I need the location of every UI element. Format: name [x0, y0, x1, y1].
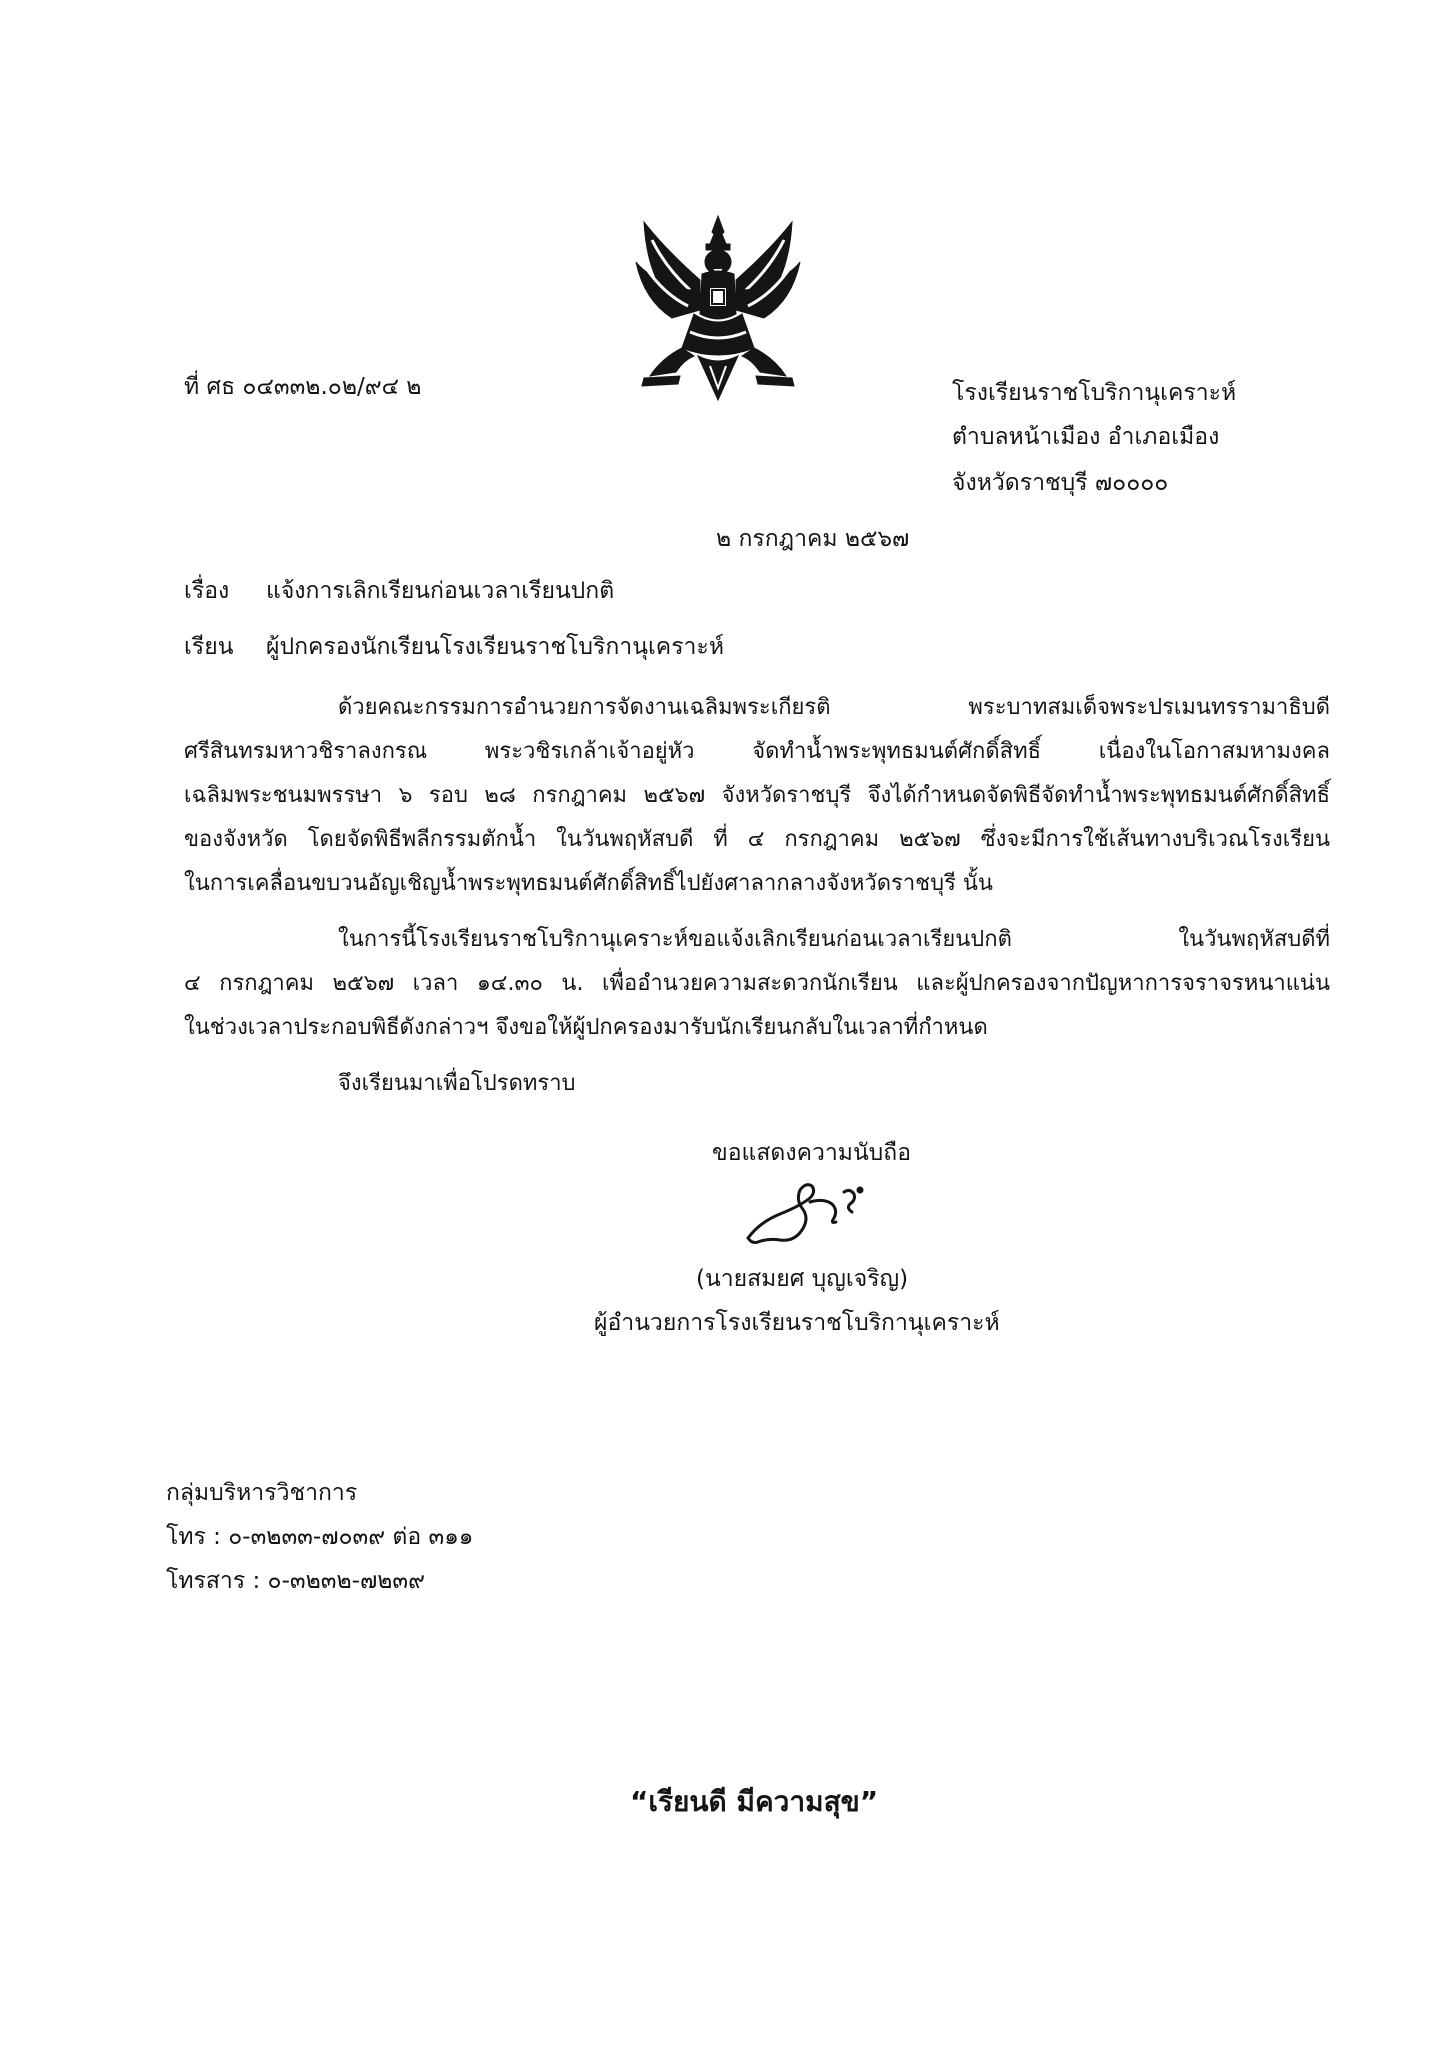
telephone-number: โทร : ๐-๓๒๓๓-๗๐๓๙ ต่อ ๓๑๑: [166, 1524, 474, 1550]
document-date: ๒ กรกฎาคม ๒๕๖๗: [716, 526, 910, 552]
department-name: กลุ่มบริหารวิชาการ: [166, 1480, 358, 1506]
body-paragraph-1: [184, 686, 1330, 906]
fax-number: โทรสาร : ๐-๓๒๓๒-๗๒๓๙: [166, 1568, 425, 1594]
body-line: ในการเคลื่อนขบวนอัญเชิญน้ำพระพุทธมนต์ศักดิ์สิทธิ์ไปยังศาลากลางจังหวัดราชบุรี นั้น: [184, 871, 993, 896]
signature-icon: [740, 1178, 880, 1250]
subject-text: แจ้งการเลิกเรียนก่อนเวลาเรียนปกติ: [266, 578, 615, 604]
closing-salutation: ขอแสดงความนับถือ: [712, 1140, 912, 1166]
body-line: ในช่วงเวลาประกอบพิธีดังกล่าวฯ จึงขอให้ผู้ปกครองมารับนักเรียนกลับในเวลาที่กำหนด: [184, 1015, 988, 1040]
garuda-emblem-icon: [632, 210, 804, 406]
body-paragraph-3: [184, 1062, 1330, 1106]
body-line: ในการนี้โรงเรียนราชโบริกานุเคราะห์ขอแจ้งเลิกเรียนก่อนเวลาเรียนปกติ ในวันพฤหัสบดีที่: [338, 927, 1330, 952]
signer-title: ผู้อำนวยการโรงเรียนราชโบริกานุเคราะห์: [594, 1310, 1000, 1336]
sender-address-line-3: จังหวัดราชบุรี ๗๐๐๐๐: [952, 470, 1169, 496]
signer-name: (นายสมยศ บุญเจริญ): [696, 1266, 909, 1292]
document-reference-number: ที่ ศธ ๐๔๓๓๒.๐๒/๙๔ ๒: [184, 374, 422, 400]
body-line: ของจังหวัด โดยจัดพิธีพลีกรรมตักน้ำ ในวันพฤหัสบดี ที่ ๔ กรกฎาคม ๒๕๖๗ ซึ่งจะมีการใช้เส้นทางบริเวณโรงเรียน: [184, 827, 1330, 852]
sender-address-line-2: ตำบลหน้าเมือง อำเภอเมือง: [952, 424, 1220, 450]
addressee-label: เรียน: [184, 634, 234, 660]
body-line: จึงเรียนมาเพื่อโปรดทราบ: [338, 1071, 576, 1096]
body-paragraph-2: [184, 918, 1330, 1050]
body-line: เฉลิมพระชนมพรรษา ๖ รอบ ๒๘ กรกฎาคม ๒๕๖๗ จังหวัดราชบุรี จึงได้กำหนดจัดพิธีจัดทำน้ำพระพุทธมนต์ศักดิ์สิทธิ์: [184, 783, 1330, 808]
addressee-text: ผู้ปกครองนักเรียนโรงเรียนราชโบริกานุเคราะห์: [266, 634, 724, 660]
school-slogan: “เรียนดี มีความสุข”: [630, 1785, 879, 1818]
body-line: ด้วยคณะกรรมการอำนวยการจัดงานเฉลิมพระเกียรติ พระบาทสมเด็จพระปรเมนทรรามาธิบดี: [338, 695, 1330, 720]
sender-address-line-1: โรงเรียนราชโบริกานุเคราะห์: [952, 380, 1237, 406]
body-line: ศรีสินทรมหาวชิราลงกรณ พระวชิรเกล้าเจ้าอยู่หัว จัดทำน้ำพระพุทธมนต์ศักดิ์สิทธิ์ เนื่องในโอกาสมหามงคล: [184, 739, 1330, 764]
subject-label: เรื่อง: [184, 578, 230, 604]
body-line: ๔ กรกฎาคม ๒๕๖๗ เวลา ๑๔.๓๐ น. เพื่ออำนวยความสะดวกนักเรียน และผู้ปกครองจากปัญหาการจราจรหนาแน่น: [184, 971, 1330, 996]
